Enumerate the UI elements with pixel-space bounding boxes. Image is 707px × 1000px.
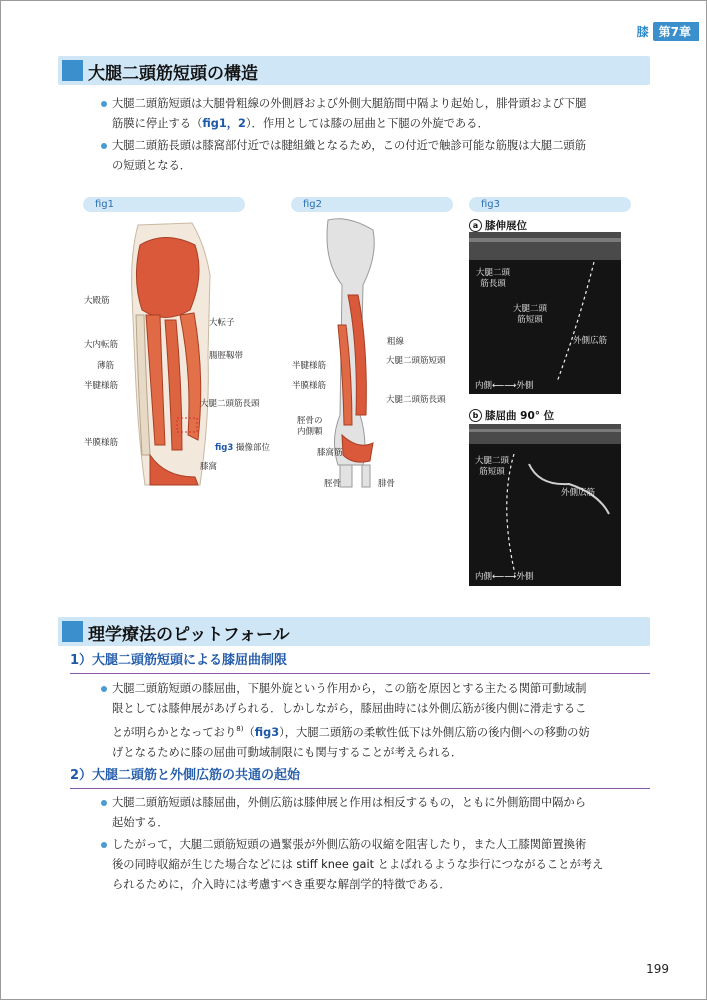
section1-bullet-2: 大腿二頭筋長頭は膝窩部付近では腱組織となるため，この付近で触診可能な筋腹は大腿二頭筋 の短頭となる． <box>112 136 640 176</box>
fig3-panel-b-title: b 膝屈曲 90° 位 <box>469 408 554 423</box>
bullet-dot-icon <box>101 800 107 806</box>
bullet-dot-icon <box>101 101 107 107</box>
fig3-ultrasound-b: 大腿二頭 筋短頭 外側広筋 内側⟵⟶外側 <box>469 424 621 586</box>
section2-title: 理学療法のピットフォール <box>88 625 290 645</box>
subsection2-bullet-2: したがって，大腿二頭筋短頭の過緊張が外側広筋の収縮を阻害したり，また人工膝関節置換術 後の同時収縮が生じた場合などには stiff knee gait とよばれるような歩行につながることが考え られるために，介入時には考慮すべき重要な解剖学的特徴である． <box>112 835 640 895</box>
section1-heading <box>58 56 650 85</box>
section-square-icon <box>62 60 83 81</box>
fig1-tag: fig1 <box>83 197 245 212</box>
section1-bullet-1: 大腿二頭筋短頭は大腿骨粗線の外側唇および外側大腿筋間中隔より起始し，腓骨頭および下腿 筋膜に停止する（fig1，2）．作用としては膝の屈曲と下腿の外旋である． <box>112 94 640 134</box>
section1-title: 大腿二頭筋短頭の構造 <box>88 64 258 84</box>
bullet-dot-icon <box>101 842 107 848</box>
chapter-badge: 第7章 <box>653 22 699 41</box>
fig3-tag: fig3 <box>469 197 631 212</box>
subsection2-bullet-1: 大腿二頭筋短頭は膝屈曲，外側広筋は膝伸展と作用は相反するもの，ともに外側筋間中隔から 起始する． <box>112 793 640 833</box>
subsection2-heading: 2）大腿二頭筋と外側広筋の共通の起始 <box>70 766 650 789</box>
section2-heading <box>58 617 650 646</box>
page-number: 199 <box>646 962 669 976</box>
chapter-header <box>637 22 699 41</box>
bullet-dot-icon <box>101 686 107 692</box>
chapter-topic: 膝 <box>636 25 649 39</box>
fig3-ultrasound-a: 大腿二頭 筋長頭 大腿二頭 筋短頭 外側広筋 内側⟵⟶外側 <box>469 232 621 394</box>
fig3-panel-a-title: a 膝伸展位 <box>469 218 527 233</box>
section-square-icon <box>62 621 83 642</box>
subsection1-heading: 1）大腿二頭筋短頭による膝屈曲制限 <box>70 651 650 674</box>
subsection1-bullet-1: 大腿二頭筋短頭の膝屈曲，下腿外旋という作用から，この筋を原因とする主たる関節可動域制 限としては膝伸展があげられる．しかしながら，膝屈曲時には外側広筋が後内側に滑走するこ とが明らかとなっており$^{8)}$（fig3），大腿二頭筋の柔軟性低下は外側広筋の後内側への移動の妨 げとなるために膝の屈曲可動域制限にも関与することが考えられる． <box>112 679 640 763</box>
figure-reference: fig3 <box>254 725 280 739</box>
figure-reference: fig1，2 <box>202 117 246 130</box>
bullet-dot-icon <box>101 143 107 149</box>
fig2-tag: fig2 <box>291 197 453 212</box>
